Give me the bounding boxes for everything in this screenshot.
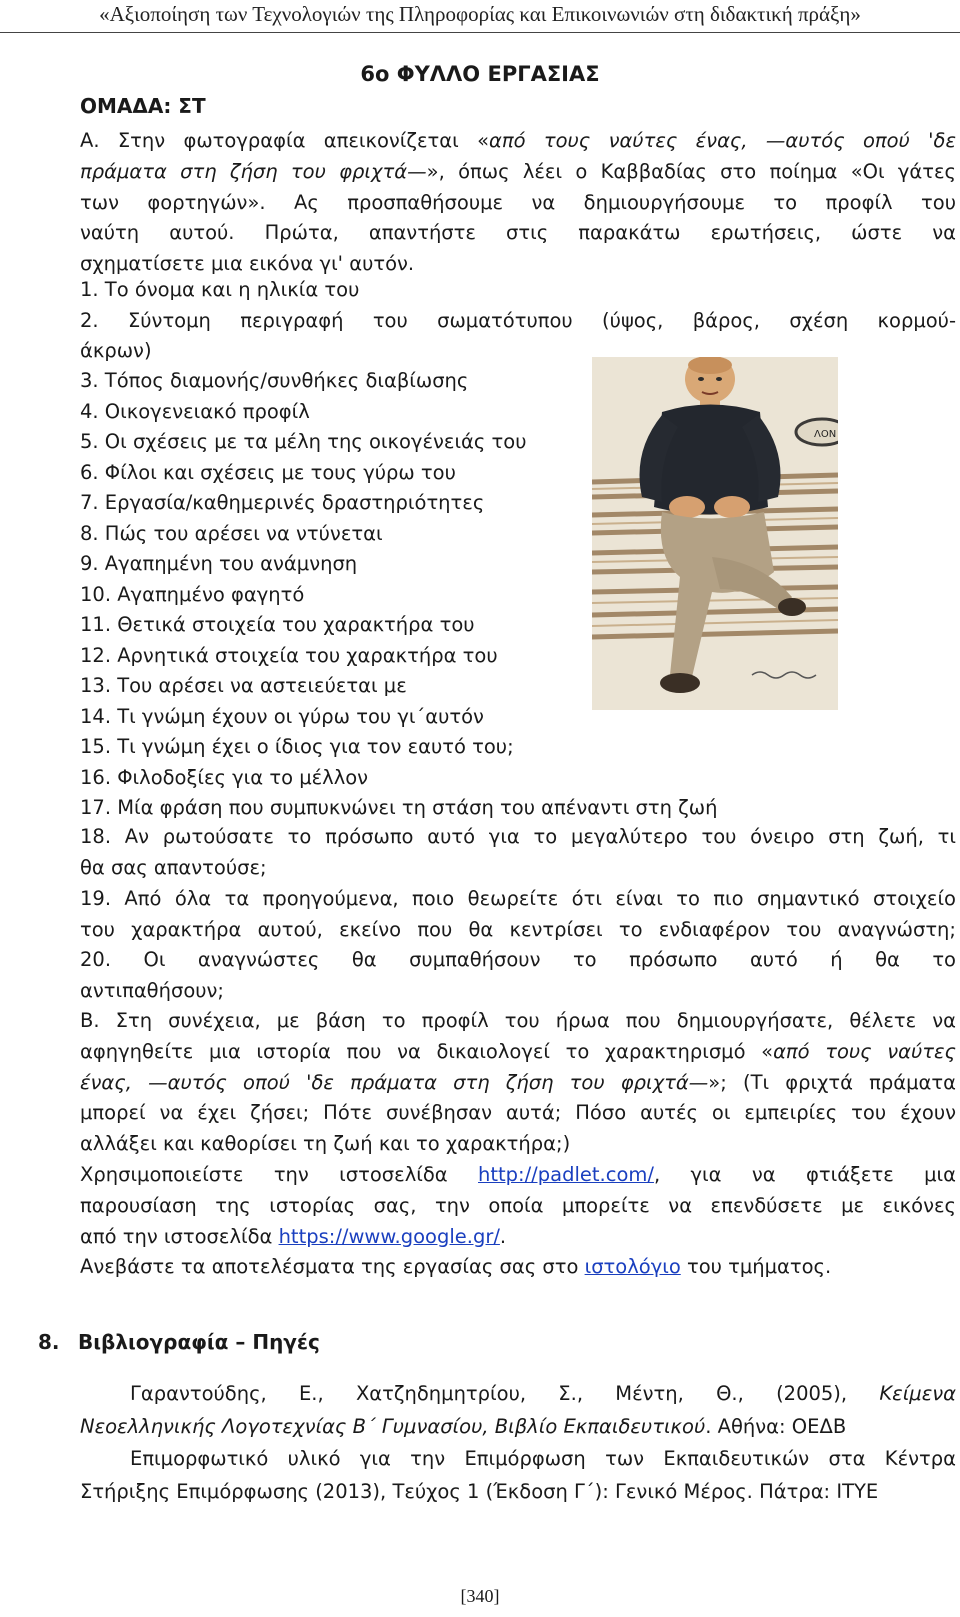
group-label: ΟΜΑΔΑ: ΣΤ <box>80 94 206 118</box>
question-item: 5. Οι σχέσεις με τα μέλη της οικογένειάς του <box>80 430 527 453</box>
question-item: 17. Μία φράση που συμπυκνώνει τη στάση του απέναντι στη ζωή <box>80 796 718 819</box>
section-title: Βιβλιογραφία – Πηγές <box>78 1330 320 1354</box>
question-item: άκρων) <box>80 339 152 362</box>
question-item: 15. Τι γνώμη έχει ο ίδιος για τον εαυτό του; <box>80 735 514 758</box>
question-20 <box>80 945 956 1007</box>
part-b-line: αλλάξει και καθορίσει τη ζωή και το χαρακτήρα;) <box>80 1132 571 1156</box>
intro-line: σχηματίσετε μια εικόνα γι' αυτόν. <box>80 252 415 276</box>
worksheet-title: 6ο ΦΥΛΛΟ ΕΡΓΑΣΙΑΣ <box>360 62 600 86</box>
part-b-line: Β. Στη συνέχεια, με βάση το προφίλ του ήρωα που δημιουργήσατε, θέλετε να <box>80 1009 956 1032</box>
part-b-line: ένας, —αυτός οπού 'δε πράματα στη ζήση του φριχτά—»; (Τι φριχτά πράματα <box>80 1070 956 1094</box>
question-item: 4. Οικογενειακό προφίλ <box>80 400 310 423</box>
section-number: 8. <box>38 1330 60 1354</box>
reference-2 <box>80 1442 956 1508</box>
part-b-line: από την ιστοσελίδα https://www.google.gr/. <box>80 1224 507 1248</box>
question-item: 13. Του αρέσει να αστειεύεται με <box>80 674 407 697</box>
svg-text:ΛΟΝ: ΛΟΝ <box>814 429 837 440</box>
blog-link[interactable]: ιστολόγιο <box>584 1255 681 1279</box>
google-link[interactable]: https://www.google.gr/ <box>278 1224 500 1248</box>
question-item: 1. Το όνομα και η ηλικία του <box>80 278 360 301</box>
question-line: 18. Αν ρωτούσατε το πρόσωπο αυτό για το μεγαλύτερο του όνειρο στη ζωή, τι <box>80 825 956 848</box>
question-line: αντιπαθήσουν; <box>80 978 225 1002</box>
question-line: 19. Από όλα τα προηγούμενα, ποιο θεωρείτε ότι είναι το πιο σημαντικό στοιχείο <box>80 887 956 910</box>
part-b-line: μπορεί να έχει ζήσει; Πότε συνέβησαν αυτά; Πόσο αυτές οι εμπειρίες του έχουν <box>80 1101 956 1125</box>
question-line: θα σας απαντούσε; <box>80 855 267 879</box>
reference-line: Επιμορφωτικό υλικό για την Επιμόρφωση των Εκπαιδευτικών στα Κέντρα <box>130 1447 956 1470</box>
sailor-painting-image <box>592 357 838 710</box>
intro-line: ναύτη αυτού. Πρώτα, απαντήστε στις παρακάτω ερωτήσεις, ώστε να <box>80 221 956 245</box>
question-item: 2. Σύντομη περιγραφή του σωματότυπου (ύψος, βάρος, σχέση κορμού- <box>80 309 956 332</box>
part-b-line: αφηγηθείτε μια ιστορία που να δικαιολογεί το χαρακτηρισμό «από τους ναύτες <box>80 1039 956 1063</box>
question-18 <box>80 822 956 884</box>
part-b-paragraph <box>80 1006 956 1283</box>
part-b-line: παρουσίαση της ιστορίας σας, την οποία μπορείτε να επενδύσετε με εικόνες <box>80 1193 956 1217</box>
question-line: του χαρακτήρα αυτού, εκείνο που θα κεντρίσει το ενδιαφέρον του αναγνώστη; <box>80 917 956 941</box>
part-b-line: Χρησιμοποιείστε την ιστοσελίδα http://padlet.com/, για να φτιάξετε μια <box>80 1162 956 1186</box>
page-number: [340] <box>460 1586 500 1606</box>
question-19 <box>80 884 956 946</box>
intro-line: πράματα στη ζήση του φριχτά—», όπως λέει ο Καββαδίας στο ποίημα «Οι γάτες <box>80 159 956 183</box>
question-item: 11. Θετικά στοιχεία του χαρακτήρα του <box>80 613 475 636</box>
reference-1 <box>80 1377 956 1443</box>
reference-line: Νεοελληνικής Λογοτεχνίας Β΄ Γυμνασίου, Βιβλίο Εκπαιδευτικού. Αθήνα: ΟΕΔΒ <box>80 1415 847 1438</box>
question-item: 9. Αγαπημένη του ανάμνηση <box>80 552 358 575</box>
intro-line: των φορτηγών». Ας προσπαθήσουμε να δημιουργήσουμε το προφίλ του <box>80 190 956 214</box>
bibliography-heading <box>38 1330 320 1354</box>
question-line: 20. Οι αναγνώστες θα συμπαθήσουν το πρόσωπο αυτό ή θα το <box>80 948 956 971</box>
reference-line: Στήριξης Επιμόρφωσης (2013), Τεύχος 1 (Έκδοση Γ΄): Γενικό Μέρος. Πάτρα: ΙΤΥΕ <box>80 1480 879 1503</box>
header-rule <box>0 32 960 33</box>
question-item: 10. Αγαπημένο φαγητό <box>80 583 305 606</box>
question-item: 16. Φιλοδοξίες για το μέλλον <box>80 766 369 789</box>
part-b-line: Ανεβάστε τα αποτελέσματα της εργασίας σας στο ιστολόγιο του τμήματος. <box>80 1255 832 1279</box>
intro-paragraph <box>80 126 956 280</box>
question-item: 7. Εργασία/καθημερινές δραστηριότητες <box>80 491 485 514</box>
question-item: 14. Τι γνώμη έχουν οι γύρω του γι΄αυτόν <box>80 705 484 728</box>
running-header: «Αξιοποίηση των Τεχνολογιών της Πληροφορίας και Επικοινωνιών στη διδακτική πράξη» <box>99 2 861 26</box>
sailor-painting <box>592 357 838 710</box>
intro-line: Α. Στην φωτογραφία απεικονίζεται «από τους ναύτες ένας, —αυτός οπού 'δε <box>80 129 956 152</box>
question-item: 12. Αρνητικά στοιχεία του χαρακτήρα του <box>80 644 498 667</box>
reference-line: Γαραντούδης, Ε., Χατζηδημητρίου, Σ., Μέντη, Θ., (2005), Κείμενα <box>130 1382 956 1405</box>
question-item: 8. Πώς του αρέσει να ντύνεται <box>80 522 383 545</box>
question-item: 6. Φίλοι και σχέσεις με τους γύρω του <box>80 461 456 484</box>
padlet-link[interactable]: http://padlet.com/ <box>478 1162 654 1186</box>
question-item: 3. Τόπος διαμονής/συνθήκες διαβίωσης <box>80 369 469 392</box>
